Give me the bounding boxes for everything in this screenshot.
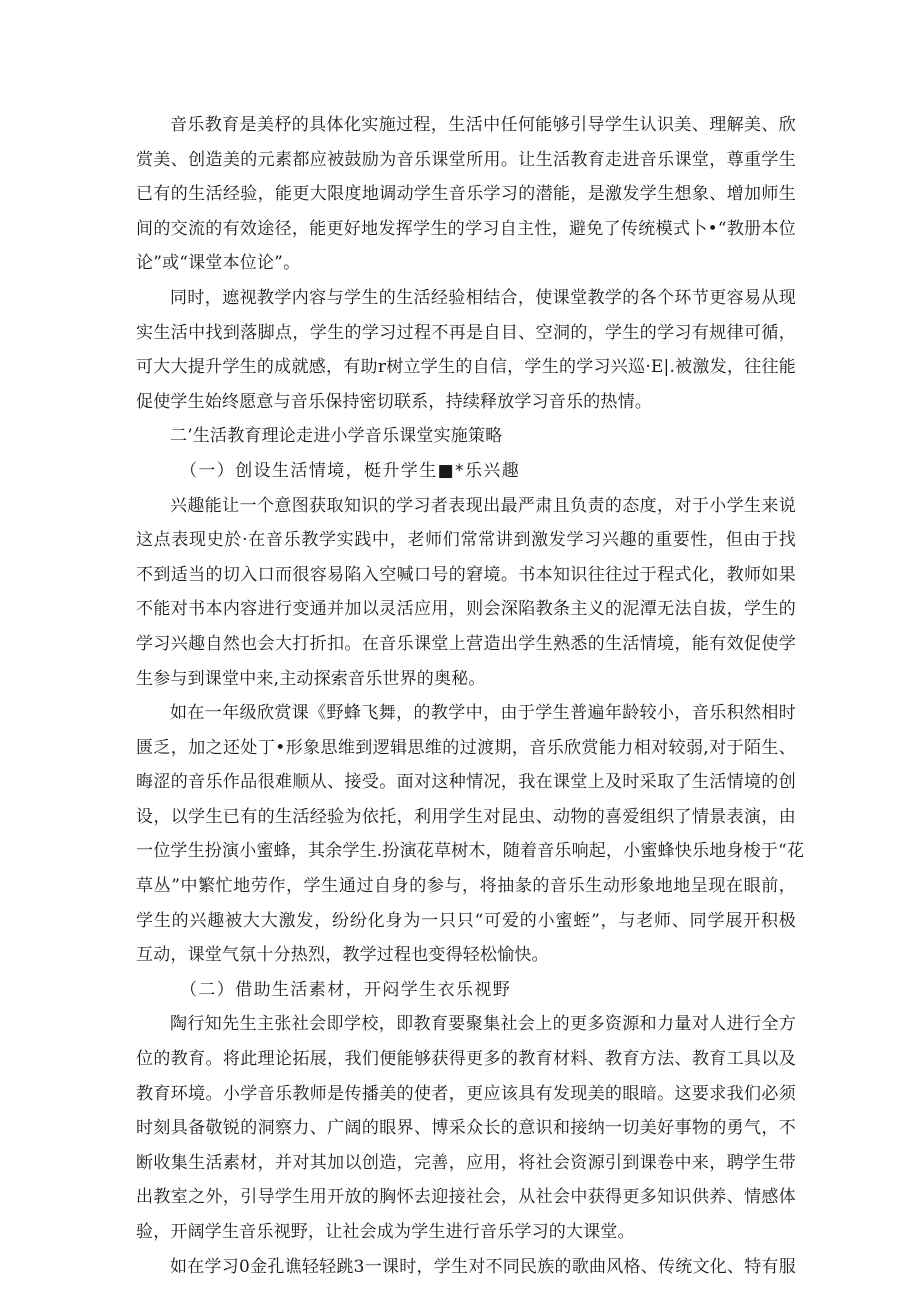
paragraph-line: 不到适当的切入口而很容易陷入空喊口号的窘境。书本知识往往过于程式化，教师如果: [136, 564, 796, 585]
paragraph-line: 时刻具备敬锐的洞察力、广阔的眼界、博采众长的意识和接纳一切美好事物的勇气，不: [136, 1118, 796, 1139]
paragraph-line: 同时，遮视教学内容与学生的生活经验相结合，使课堂教学的各个环节更容易从现: [170, 287, 796, 308]
paragraph-line: 如在一年级欣赏课《野蜂飞舞，的教学中，由于学生普遍年龄较小，音乐积然相时: [170, 703, 796, 724]
subsection-heading: （一）创设生活情境，梃升学生■*乐兴趣: [180, 460, 521, 481]
paragraph-line: 这点表现史於·在音乐教学实践中，老师们常常讲到激发学习兴趣的重要性，但由于找: [136, 530, 796, 551]
paragraph-line: 设，以学生已有的生活经验为依托，利用学生对昆虫、动物的喜爱组织了情景表演，由: [136, 806, 796, 827]
body-paragraph: [136, 108, 796, 281]
paragraph-line: 生参与到课堂中来,主动探索音乐世界的奥秘。: [136, 668, 486, 689]
subsection-heading: （二）借助生活素材，开闷学生衣乐视野: [180, 979, 512, 1000]
paragraph-line: 互动，课堂气氛十分热烈，教学过程也变得轻松愉快。: [136, 945, 549, 966]
body-paragraph: [136, 1250, 796, 1285]
paragraph-line: 音乐教育是美杼的具体化实施过程，生活中任何能够引导学生认识美、理解美、欣: [170, 115, 796, 135]
paragraph-line: 断收集生活素材，并对其加以创造，完善，应用，将社会资源引到课卷中来，聘学生带: [136, 1152, 796, 1173]
body-paragraph: [136, 281, 796, 419]
paragraph-line: 陶行知先生主张社会即学校，即教育要聚集社会上的更多资源和力量对人进行全方: [170, 1014, 796, 1035]
paragraph-line: 匮乏，加之还处丁•形象思维到逻辑思维的过渡期，音乐欣赏能力相对较弱,对于陌生、: [136, 737, 796, 758]
paragraph-line: 兴趣能让一个意图获取知识的学习者表现出最严肃且负责的态度，对于小学生来说: [170, 495, 796, 516]
paragraph-line: 赏美、创造美的元素都应被鼓励为音乐课堂所用。让生活教育走进音乐课堂，尊重学生: [136, 149, 796, 170]
paragraph-line: 验，开阔学生音乐视野，让社会成为学生进行音乐学习的大课堂。: [136, 1222, 635, 1242]
paragraph-line: 不能对书本内容进行变通并加以灵活应用，则会深陷教条主义的泥潭无法自拔，学生的: [136, 599, 796, 620]
paragraph-line: 草丛”中繁忙地劳作，学生通过自身的参与，将抽彖的音乐生动形象地地呈现在眼前，: [136, 876, 796, 897]
body-paragraph: [136, 1007, 796, 1249]
paragraph-line: 一位学生扮演小蜜蜂，其余学生.扮演花草树木，随着音乐响起，小蜜蜂快乐地身梭于“花: [136, 841, 805, 862]
section-heading: 二’生活教育理论走进小学音乐课堂实施策略: [170, 426, 503, 447]
paragraph-line: 如在学习0金孔谯轻轻跳3一课时，学生对不同民族的歌曲风格、传统文化、特有服: [170, 1256, 796, 1277]
paragraph-line: 晦涩的音乐作品很难顺从、接受。面对这种情况，我在课堂上及时采取了生活情境的创: [136, 772, 796, 793]
paragraph-line: 促使学生始终愿意与音乐保持密切联系，持续释放学习音乐的热情。: [136, 391, 652, 412]
paragraph-line: 学生的兴趣被大大激发，纷纷化身为一只只“可爱的小蜜蛭”，与老师、同学展开积极: [136, 910, 796, 931]
paragraph-line: 出教室之外，引导学生用开放的胸怀去迎接社会，从社会中获得更多知识供养、情感体: [136, 1187, 796, 1208]
paragraph-line: 论”或“课堂本位论”。: [136, 253, 301, 274]
paragraph-line: 间的交流的有效途径，能更好地发挥学生的学习自主性，避免了传统模式卜•“教册本位: [136, 218, 796, 239]
paragraph-line: 已有的生活经验，能更大限度地调动学生音乐学习的潜能，是激发学生想象、增加师生: [136, 184, 796, 205]
document-page: [136, 108, 805, 1284]
body-paragraph: [136, 489, 796, 697]
body-paragraph: [136, 696, 805, 973]
paragraph-line: 可大大提升学生的成就感，有助r树立学生的自信，学生的学习兴巡·E|.被激发，往往能: [136, 357, 796, 378]
paragraph-line: 位的教育。将此理论拓展，我们便能够获得更多的教育材料、教育方法、教育工具以及: [136, 1049, 796, 1070]
paragraph-line: 教育环境。小学音乐教师是传播美的使者，更应该具有发现美的眼暗。这要求我们必须: [136, 1083, 796, 1104]
paragraph-line: 实生活中找到落脚点，学生的学习过程不再是自目、空洞的，学生的学习有规律可循，: [136, 322, 796, 343]
paragraph-line: 学习兴趣自然也会大打折扣。在音乐课堂上营造出学生熟悉的生活情境，能有效促使学: [136, 633, 796, 654]
